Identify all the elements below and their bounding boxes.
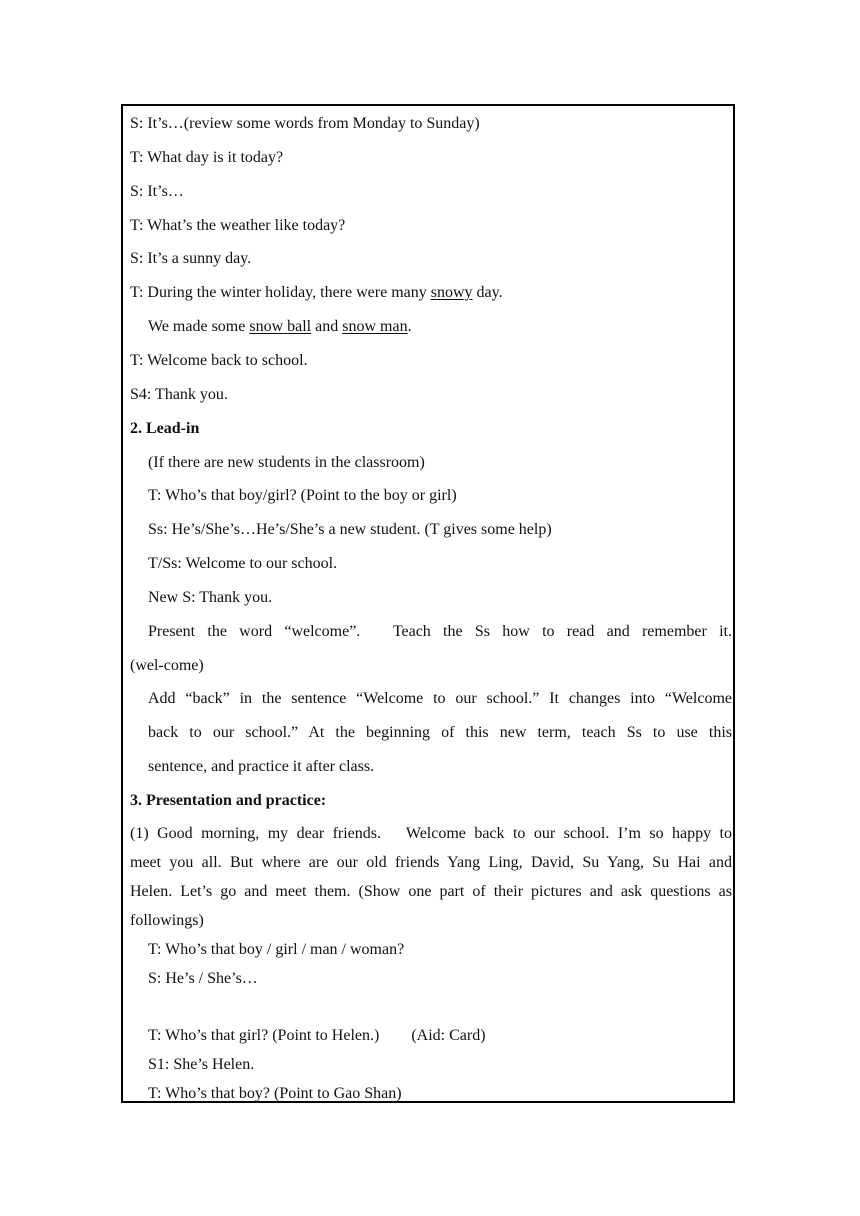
presentation-para-line-4: followings) [130, 912, 204, 929]
leadin-line-1: (If there are new students in the classroom) [148, 454, 425, 471]
presentation-line-1: T: Who’s that boy / girl / man / woman? [148, 941, 405, 958]
presentation-para-line-1: (1) Good morning, my dear friends. Welcome back to our school. I’m so happy to [130, 825, 732, 842]
text-run: day. [472, 284, 503, 301]
leadin-line-4: T/Ss: Welcome to our school. [148, 555, 338, 572]
text-run: . [407, 318, 412, 335]
presentation-line-3: T: Who’s that girl? (Point to Helen.) (Aid: Card) [148, 1027, 486, 1044]
dialogue-line-4: T: What’s the weather like today? [130, 217, 346, 234]
dialogue-line-2: T: What day is it today? [130, 149, 284, 166]
presentation-line-4: S1: She’s Helen. [148, 1056, 255, 1073]
leadin-line-8: Add “back” in the sentence “Welcome to our school.” It changes into “Welcome [148, 690, 732, 707]
presentation-para-line-2: meet you all. But where are our old friends Yang Ling, David, Su Yang, Su Hai and [130, 854, 732, 871]
leadin-line-6: Present the word “welcome”. Teach the Ss how to read and remember it. [148, 623, 732, 640]
text-run: and [311, 318, 343, 335]
dialogue-line-7 [148, 317, 412, 337]
section-heading-presentation: 3. Presentation and practice: [130, 792, 327, 809]
text-run: T: During the winter holiday, there were many [130, 284, 431, 301]
underlined-word: snowy [430, 284, 473, 301]
underlined-word: snow ball [249, 318, 312, 335]
leadin-line-7: (wel-come) [130, 657, 204, 674]
presentation-line-2: S: He’s / She’s… [148, 970, 258, 987]
presentation-line-5: T: Who’s that boy? (Point to Gao Shan) [148, 1085, 402, 1102]
dialogue-line-3: S: It’s… [130, 183, 184, 200]
leadin-line-10: sentence, and practice it after class. [148, 758, 375, 775]
dialogue-line-6 [130, 283, 503, 303]
dialogue-line-5: S: It’s a sunny day. [130, 250, 252, 267]
leadin-line-9: back to our school.” At the beginning of this new term, teach Ss to use this [148, 724, 732, 741]
section-heading-lead-in: 2. Lead-in [130, 420, 200, 437]
leadin-line-3: Ss: He’s/She’s…He’s/She’s a new student. (T gives some help) [148, 521, 552, 538]
dialogue-line-1: S: It’s…(review some words from Monday to Sunday) [130, 115, 480, 132]
presentation-para-line-3: Helen. Let’s go and meet them. (Show one part of their pictures and ask questions as [130, 883, 732, 900]
dialogue-line-8: T: Welcome back to school. [130, 352, 308, 369]
text-run: We made some [148, 318, 250, 335]
leadin-line-5: New S: Thank you. [148, 589, 273, 606]
dialogue-line-9: S4: Thank you. [130, 386, 228, 403]
underlined-word: snow man [342, 318, 408, 335]
leadin-line-2: T: Who’s that boy/girl? (Point to the boy or girl) [148, 487, 457, 504]
